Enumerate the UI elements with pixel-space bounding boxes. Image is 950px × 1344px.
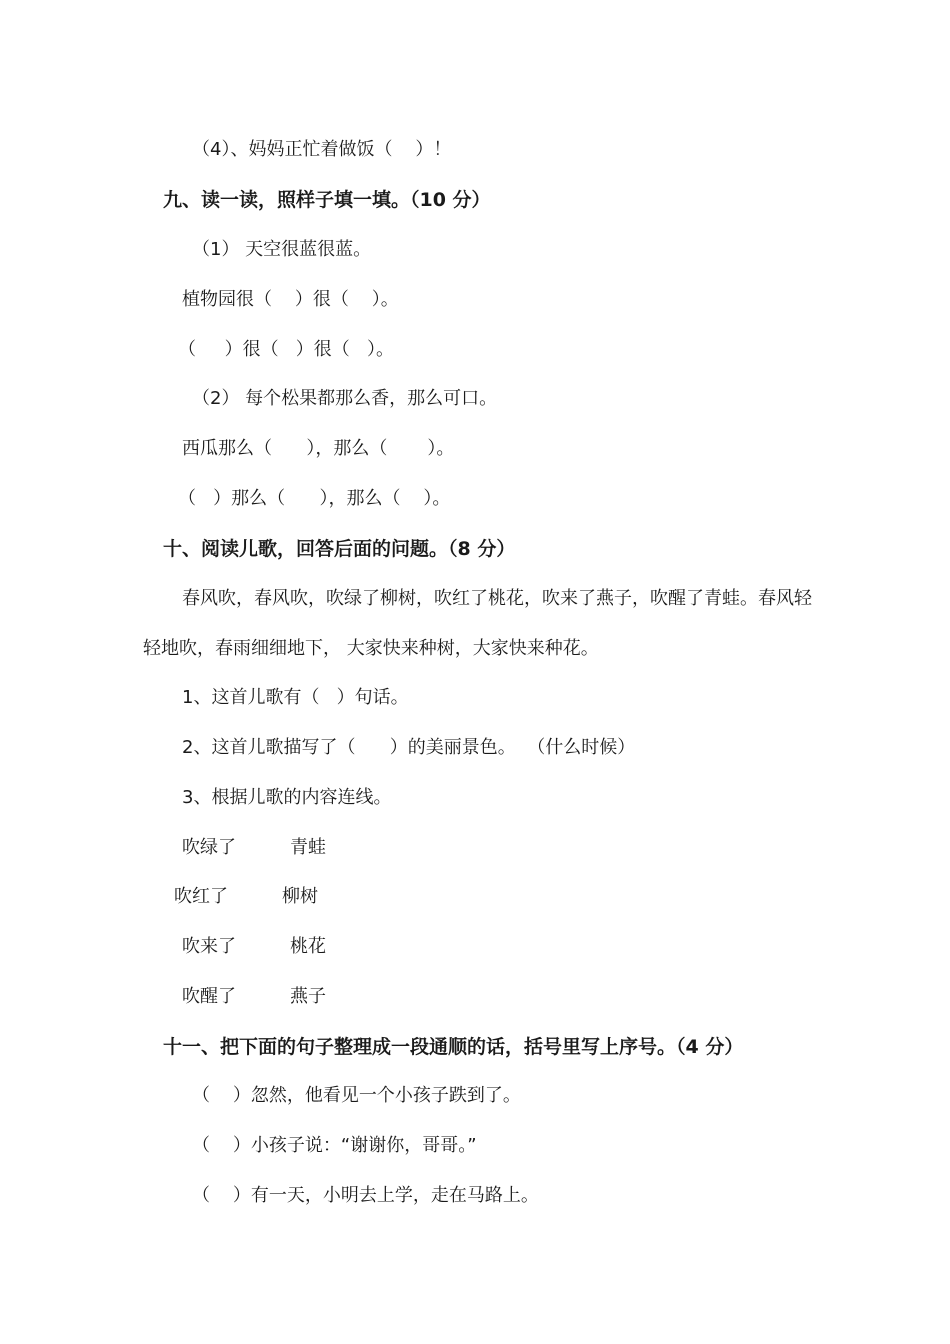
section10-heading: 十、阅读儿歌，回答后面的问题。（8 分） xyxy=(163,538,516,560)
section10-question3: 3、根据儿歌的内容连线。 xyxy=(182,787,392,808)
line-top: （4）、妈妈正忙着做饭（ ）！ xyxy=(192,139,452,160)
match-right-item: 柳树 xyxy=(282,886,318,907)
match-right-item: 桃花 xyxy=(290,936,326,957)
match-left-item: 吹醒了 xyxy=(182,986,236,1007)
section9-heading: 九、读一读，照样子填一填。（10 分） xyxy=(163,189,491,211)
section11-heading: 十一、把下面的句子整理成一段通顺的话，括号里写上序号。（4 分） xyxy=(163,1036,744,1058)
section10-question2: 2、这首儿歌描写了（ ）的美丽景色。 （什么时候） xyxy=(182,737,636,758)
match-left-item: 吹红了 xyxy=(174,886,228,907)
section9-example2-line2: （ ）那么（ ），那么（ ）。 xyxy=(178,488,451,509)
section11-sentence1: （ ）忽然，他看见一个小孩子跌到了。 xyxy=(192,1085,521,1106)
section10-passage-line1: 春风吹，春风吹，吹绿了柳树，吹红了桃花，吹来了燕子，吹醒了青蛙。春风轻 xyxy=(182,588,812,609)
section11-sentence3: （ ）有一天，小明去上学，走在马路上。 xyxy=(192,1185,539,1206)
section9-example1-line2: （ ）很（ ）很（ ）。 xyxy=(178,339,394,360)
section10-question1: 1、这首儿歌有（ ）句话。 xyxy=(182,687,409,708)
section11-sentence2: （ ）小孩子说：“谢谢你，哥哥。” xyxy=(192,1135,477,1156)
match-left-item: 吹绿了 xyxy=(182,837,236,858)
section9-example2-label: （2） 每个松果都那么香，那么可口。 xyxy=(192,388,498,409)
section9-example1-label: （1） 天空很蓝很蓝。 xyxy=(192,239,372,260)
match-right-item: 燕子 xyxy=(290,986,326,1007)
match-right-item: 青蛙 xyxy=(290,837,326,858)
match-left-item: 吹来了 xyxy=(182,936,236,957)
section9-example2-line1: 西瓜那么（ ），那么（ ）。 xyxy=(182,438,455,459)
section9-example1-line1: 植物园很（ ）很（ ）。 xyxy=(182,289,399,310)
section10-passage-line2: 轻地吹，春雨细细地下， 大家快来种树，大家快来种花。 xyxy=(143,638,599,659)
